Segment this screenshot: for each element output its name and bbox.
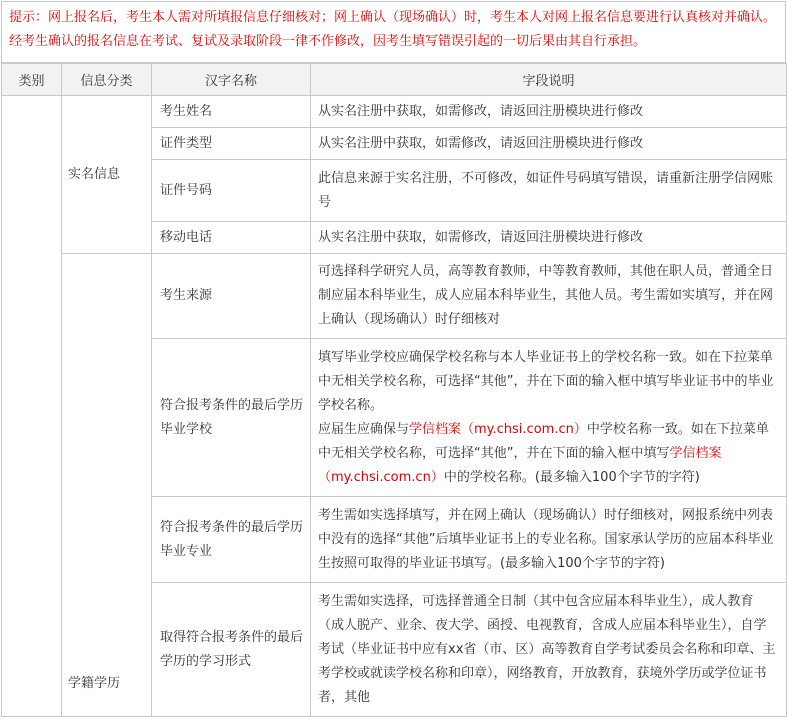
group-xueji-label: 学籍学历 bbox=[68, 676, 121, 691]
field-table bbox=[1, 63, 787, 717]
desc-text: 应届生应确保与 bbox=[318, 421, 410, 437]
xuexin-link[interactable]: 学信档案（my.chsi.com.cn） bbox=[318, 445, 722, 485]
field-desc: 考生需如实选择，可选择普通全日制（其中包含应届本科毕业生），成人教育（成人脱产、业余、夜大学、函授、电视教育，含成人应届本科毕业生），自学考试（毕业证书中应有xx省（市、区）高等教育自学考试委员会名称和印章、主考学校或就读学校名称和印章），网络教育，开放教育，获境外学历或学位证书者，其他 bbox=[311, 583, 787, 717]
field-name: 符合报考条件的最后学历毕业学校 bbox=[152, 339, 311, 497]
field-name: 取得符合报考条件的最后学历的学习形式 bbox=[152, 583, 311, 717]
field-name: 证件类型 bbox=[152, 128, 311, 160]
header-desc: 字段说明 bbox=[311, 64, 787, 96]
field-desc bbox=[311, 339, 787, 497]
field-desc-para bbox=[318, 418, 778, 490]
field-name: 考生姓名 bbox=[152, 96, 311, 128]
header-info-class: 信息分类 bbox=[62, 64, 152, 96]
notice-banner bbox=[1, 1, 786, 63]
field-desc: 从实名注册中获取，如需修改，请返回注册模块进行修改 bbox=[311, 96, 787, 128]
header-name: 汉字名称 bbox=[152, 64, 311, 96]
field-name: 考生来源 bbox=[152, 254, 311, 339]
field-desc: 此信息来源于实名注册，不可修改，如证件号码填写错误，请重新注册学信网账号 bbox=[311, 160, 787, 222]
table-row bbox=[2, 254, 787, 339]
field-desc: 考生需如实选择填写，并在网上确认（现场确认）时仔细核对，网报系统中列表中没有的选择“其他”后填毕业证书上的专业名称。国家承认学历的应届本科毕业生按照可取得的毕业证书填写。(最多输入100个字节的字符) bbox=[311, 497, 787, 583]
xuexin-link[interactable]: 学信档案（my.chsi.com.cn） bbox=[409, 421, 587, 437]
field-desc: 从实名注册中获取，如需修改，请返回注册模块进行修改 bbox=[311, 222, 787, 254]
table-row bbox=[2, 96, 787, 128]
header-category: 类别 bbox=[2, 64, 62, 96]
field-desc-para: 填写毕业学校应确保学校名称与本人毕业证书上的学校名称一致。如在下拉菜单中无相关学校名称，可选择“其他”，并在下面的输入框中填写毕业证书中的毕业学校名称。 bbox=[318, 349, 774, 413]
field-desc: 可选择科学研究人员，高等教育教师，中等教育教师，其他在职人员，普通全日制应届本科毕业生，成人应届本科毕业生，其他人员。考生需如实填写，并在网上确认（现场确认）时仔细核对 bbox=[311, 254, 787, 339]
desc-text: 中的学校名称。(最多输入100个字节的字符) bbox=[443, 469, 700, 485]
desc-text: 中学校名称一致。如在下拉菜单中无相关学校名称，可选择“其他”，并在下面的输入框中填写 bbox=[318, 421, 769, 461]
group-realname: 实名信息 bbox=[62, 96, 152, 254]
field-name: 证件号码 bbox=[152, 160, 311, 222]
field-desc: 从实名注册中获取，如需修改，请返回注册模块进行修改 bbox=[311, 128, 787, 160]
notice-text: 提示：网上报名后，考生本人需对所填报信息仔细核对；网上确认（现场确认）时，考生本人对网上报名信息要进行认真核对并确认。经考生确认的报名信息在考试、复试及录取阶段一律不作修改，因考生填写错误引起的一切后果由其自行承担。 bbox=[9, 10, 777, 49]
table-header-row bbox=[2, 64, 787, 96]
field-name: 符合报考条件的最后学历毕业专业 bbox=[152, 497, 311, 583]
group-xueji bbox=[62, 254, 152, 717]
field-name: 移动电话 bbox=[152, 222, 311, 254]
category-cell bbox=[2, 96, 62, 717]
